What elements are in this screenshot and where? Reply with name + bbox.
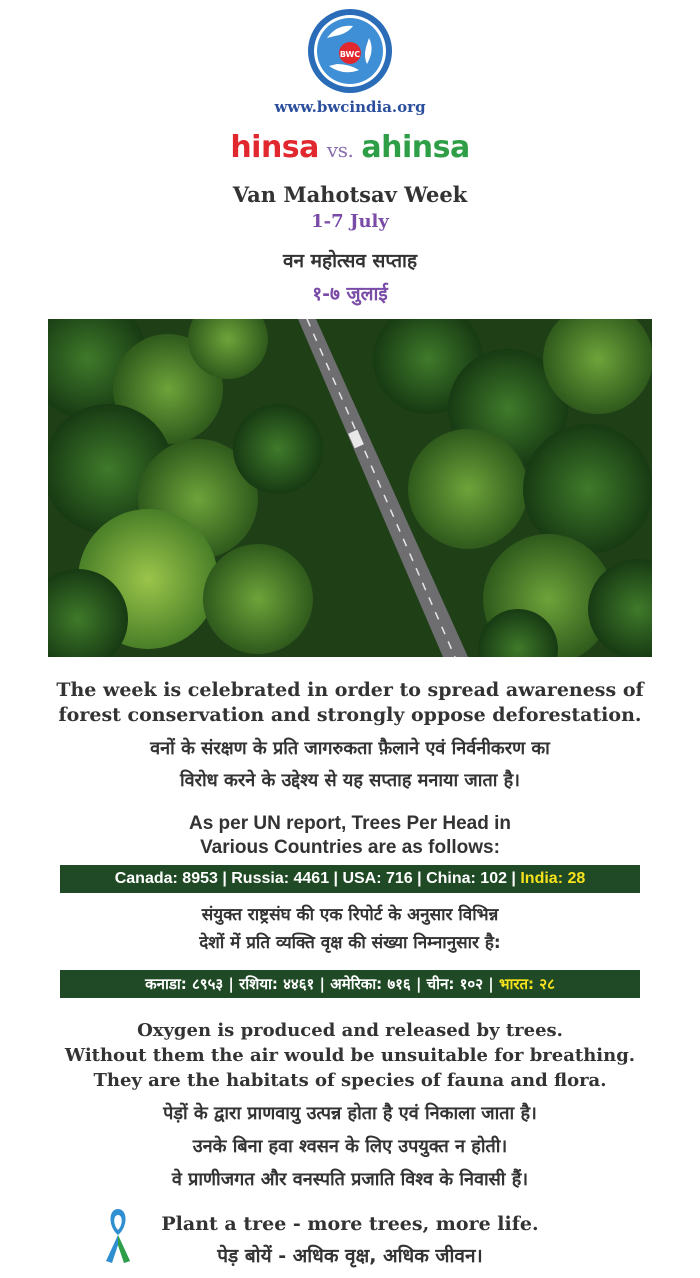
trees-per-head-en-india: India: 28 [520, 870, 586, 887]
brand-ahinsa: ahinsa [361, 130, 470, 165]
trees-per-head-hi-values: कनाडा: ८९५३ | रशिया: ४४६१ | अमेरिका: ७१६ | चीन: १०२ | [145, 975, 499, 993]
trees-per-head-hi-bar [60, 970, 640, 998]
bwc-globe-logo-icon [307, 8, 393, 94]
intro-hi-line1: वनों के संरक्षण के प्रति जागरुकता फ़ैलाने एवं निर्वनीकरण का [150, 738, 550, 759]
event-dates-en: 1-7 July [311, 211, 389, 232]
brand-hinsa: hinsa [230, 130, 319, 165]
oxygen-hi-line1: पेड़ों के द्वारा प्राणवायु उत्पन्न होता है एवं निकाला जाता है। [163, 1103, 537, 1124]
un-report-hi-line2: देशों में प्रति व्यक्ति वृक्ष की संख्या निम्नानुसार है: [199, 933, 501, 953]
intro-en-line1: The week is celebrated in order to spread awareness of [56, 679, 644, 701]
trees-per-head-en-values: Canada: 8953 | Russia: 4461 | USA: 716 | China: 102 | [114, 870, 521, 887]
oxygen-en-line3: They are the habitats of species of fauna and flora. [93, 1070, 607, 1091]
slogan-hi: पेड़ बोयें - अधिक वृक्ष, अधिक जीवन। [217, 1245, 483, 1267]
brand-vs: vs. [326, 138, 354, 162]
un-report-en-line2: Various Countries are as follows: [200, 837, 500, 858]
un-report-en-line1: As per UN report, Trees Per Head in [188, 813, 512, 834]
brand-title [0, 130, 700, 165]
oxygen-hi-line3: वे प्राणीजगत और वनस्पति प्रजाति विश्व के निवासी हैं। [171, 1169, 529, 1190]
logo-text: BWC [339, 50, 361, 59]
oxygen-en-line1: Oxygen is produced and released by trees. [137, 1020, 563, 1041]
trees-per-head-hi-india: भारत: २८ [498, 975, 555, 993]
event-title-hi: वन महोत्सव सप्ताह [282, 250, 418, 272]
trees-per-head-en-bar [60, 865, 640, 893]
oxygen-hi-line2: उनके बिना हवा श्वसन के लिए उपयुक्त न होती। [192, 1136, 508, 1157]
event-dates-hi: १-७ जुलाई [312, 283, 388, 305]
intro-hi-line2: विरोध करने के उद्देश्य से यह सप्ताह मनाया जाता है। [179, 770, 521, 791]
website-url[interactable]: www.bwcindia.org [274, 98, 426, 116]
intro-en-line2: forest conservation and strongly oppose deforestation. [58, 704, 642, 726]
slogan-en: Plant a tree - more trees, more life. [161, 1213, 539, 1235]
event-title-en: Van Mahotsav Week [232, 182, 468, 207]
oxygen-en-line2: Without them the air would be unsuitable for breathing. [64, 1045, 636, 1066]
un-report-hi-line1: संयुक्त राष्ट्रसंघ की एक रिपोर्ट के अनुसार विभिन्न [201, 905, 499, 925]
forest-road-photo [48, 319, 652, 657]
